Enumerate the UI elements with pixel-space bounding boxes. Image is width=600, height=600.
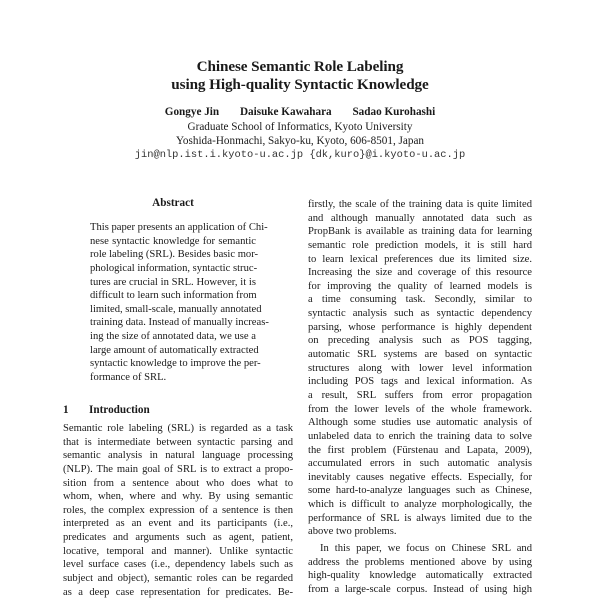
abstract-line: phological information, syntactic struc- <box>90 262 258 274</box>
body-line: above two problems. <box>308 526 397 538</box>
body-line: and although manually annotated data such as <box>308 212 532 224</box>
body-line: accumulated errors in such automatic analysis <box>308 458 532 470</box>
author-emails: jin@nlp.ist.i.kyoto-u.ac.jp {dk,kuro}@i.kyoto-u.ac.jp <box>134 149 466 161</box>
introduction-left-column <box>63 422 293 599</box>
section-title: Introduction <box>89 404 150 416</box>
body-line: In this paper, we focus on Chinese SRL and <box>320 543 532 554</box>
body-line: high-quality knowledge automatically extracted <box>308 570 532 582</box>
body-line: address the problems mentioned above by using <box>308 556 532 568</box>
body-line: (NLP). The main goal of SRL is to extract a propo- <box>63 463 293 475</box>
body-line: from the lower levels of the whole framework. <box>308 403 532 415</box>
body-line: performance of SRL is always limited due to the <box>308 512 532 524</box>
body-line: sition from a sentence about who does what to <box>63 477 293 489</box>
introduction-right-column <box>308 198 532 539</box>
abstract-line: limited, small-scale, manually annotated <box>90 303 262 315</box>
body-line: unlabeled data to enrich the training data to solve <box>308 430 532 442</box>
body-line: a result, SRL suffers from error propagation <box>308 389 532 401</box>
body-line: inevitably causes negative effects. Especially, for <box>308 471 532 483</box>
body-line: syntactic analysis such as syntactic dependency <box>308 308 532 320</box>
body-line: firstly, the scale of the training data is quite limited <box>308 199 532 210</box>
abstract-body <box>90 221 269 385</box>
body-line: for improving the quality of learned models is <box>308 280 532 292</box>
body-line: level surface cases (i.e., dependency labels such as <box>63 559 293 571</box>
body-line: Although some studies use automatic analysis of <box>308 417 532 429</box>
body-line: parsing, whose performance is highly dependent <box>308 321 532 333</box>
body-line: some hard-to-analyze languages such as Chinese, <box>308 485 532 497</box>
abstract-line: difficult to learn such information from <box>90 290 257 302</box>
address: Yoshida-Honmachi, Sakyo-ku, Kyoto, 606-8501, Japan <box>175 135 425 147</box>
body-line: which is difficult to analyze morphologically, the <box>308 499 532 511</box>
author-1: Gongye Jin <box>164 106 220 118</box>
body-line: a time consuming task. Secondly, similar to <box>308 294 532 306</box>
body-line: semantic role prediction models, it is still hard <box>308 239 532 251</box>
author-2: Daisuke Kawahara <box>239 106 332 118</box>
body-line: to learn lexical preferences due its limited size. <box>308 253 532 265</box>
abstract-line: large amount of automatically extracted <box>90 344 259 356</box>
body-line: automatic SRL systems are based on syntactic <box>308 349 532 361</box>
body-line: that is intermediate between syntactic parsing and <box>63 436 293 448</box>
body-line: interpreted as an event and its participants (i.e., <box>63 518 293 530</box>
author-list <box>0 105 600 119</box>
abstract-line: This paper presents an application of Chi- <box>90 222 268 233</box>
section-heading-introduction <box>63 403 150 417</box>
body-line: structures along with lower level information <box>308 362 532 374</box>
author-3: Sadao Kurohashi <box>352 106 436 118</box>
abstract-line: ing the size of annotated data, we use a <box>90 331 256 343</box>
body-line: subject and object), semantic roles can be regarded <box>63 573 293 585</box>
body-line: Semantic role labeling (SRL) is regarded as a task <box>63 423 293 434</box>
abstract-line: role labeling (SRL). Besides basic mor- <box>90 249 259 261</box>
affiliation: Graduate School of Informatics, Kyoto University <box>187 121 413 133</box>
body-line: Increasing the size and coverage of this resource <box>308 267 532 279</box>
body-line: on preceding analysis such as POS tagging, <box>308 335 532 347</box>
body-line: as a deep case representation for predicates. Be- <box>63 586 293 598</box>
title-line-2: using High-quality Syntactic Knowledge <box>171 76 429 93</box>
abstract-line: tures are crucial in SRL. However, it is <box>90 276 256 288</box>
body-line: predicates and arguments such as agent, patient, <box>63 532 293 544</box>
section-number: 1 <box>63 404 69 416</box>
body-line: including POS tags and lexical information. As <box>308 376 532 388</box>
introduction-right-paragraph-2 <box>308 542 532 597</box>
body-line: semantic analysis in natural language processing <box>63 450 293 462</box>
body-line: locative, temporal and manner). Unlike syntactic <box>63 545 293 557</box>
body-line: from a large-scale corpus. Instead of using high <box>308 583 532 595</box>
title-line-1: Chinese Semantic Role Labeling <box>196 58 404 75</box>
abstract-line: formance of SRL. <box>90 372 167 384</box>
body-line: whom, when, where and why. By using semantic <box>63 491 293 503</box>
abstract-line: training data. Instead of manually increas- <box>90 317 269 329</box>
abstract-heading: Abstract <box>152 197 194 209</box>
abstract-line: syntactic knowledge to improve the per- <box>90 358 261 370</box>
body-line: roles, the complex expression of a sentence is then <box>63 504 293 516</box>
abstract-line: nese syntactic knowledge for semantic <box>90 235 256 247</box>
body-line: PropBank is available as training data for learning <box>308 226 532 238</box>
paper-title <box>0 58 600 94</box>
body-line: the first problem (Fürstenau and Lapata, 2009), <box>308 444 532 456</box>
